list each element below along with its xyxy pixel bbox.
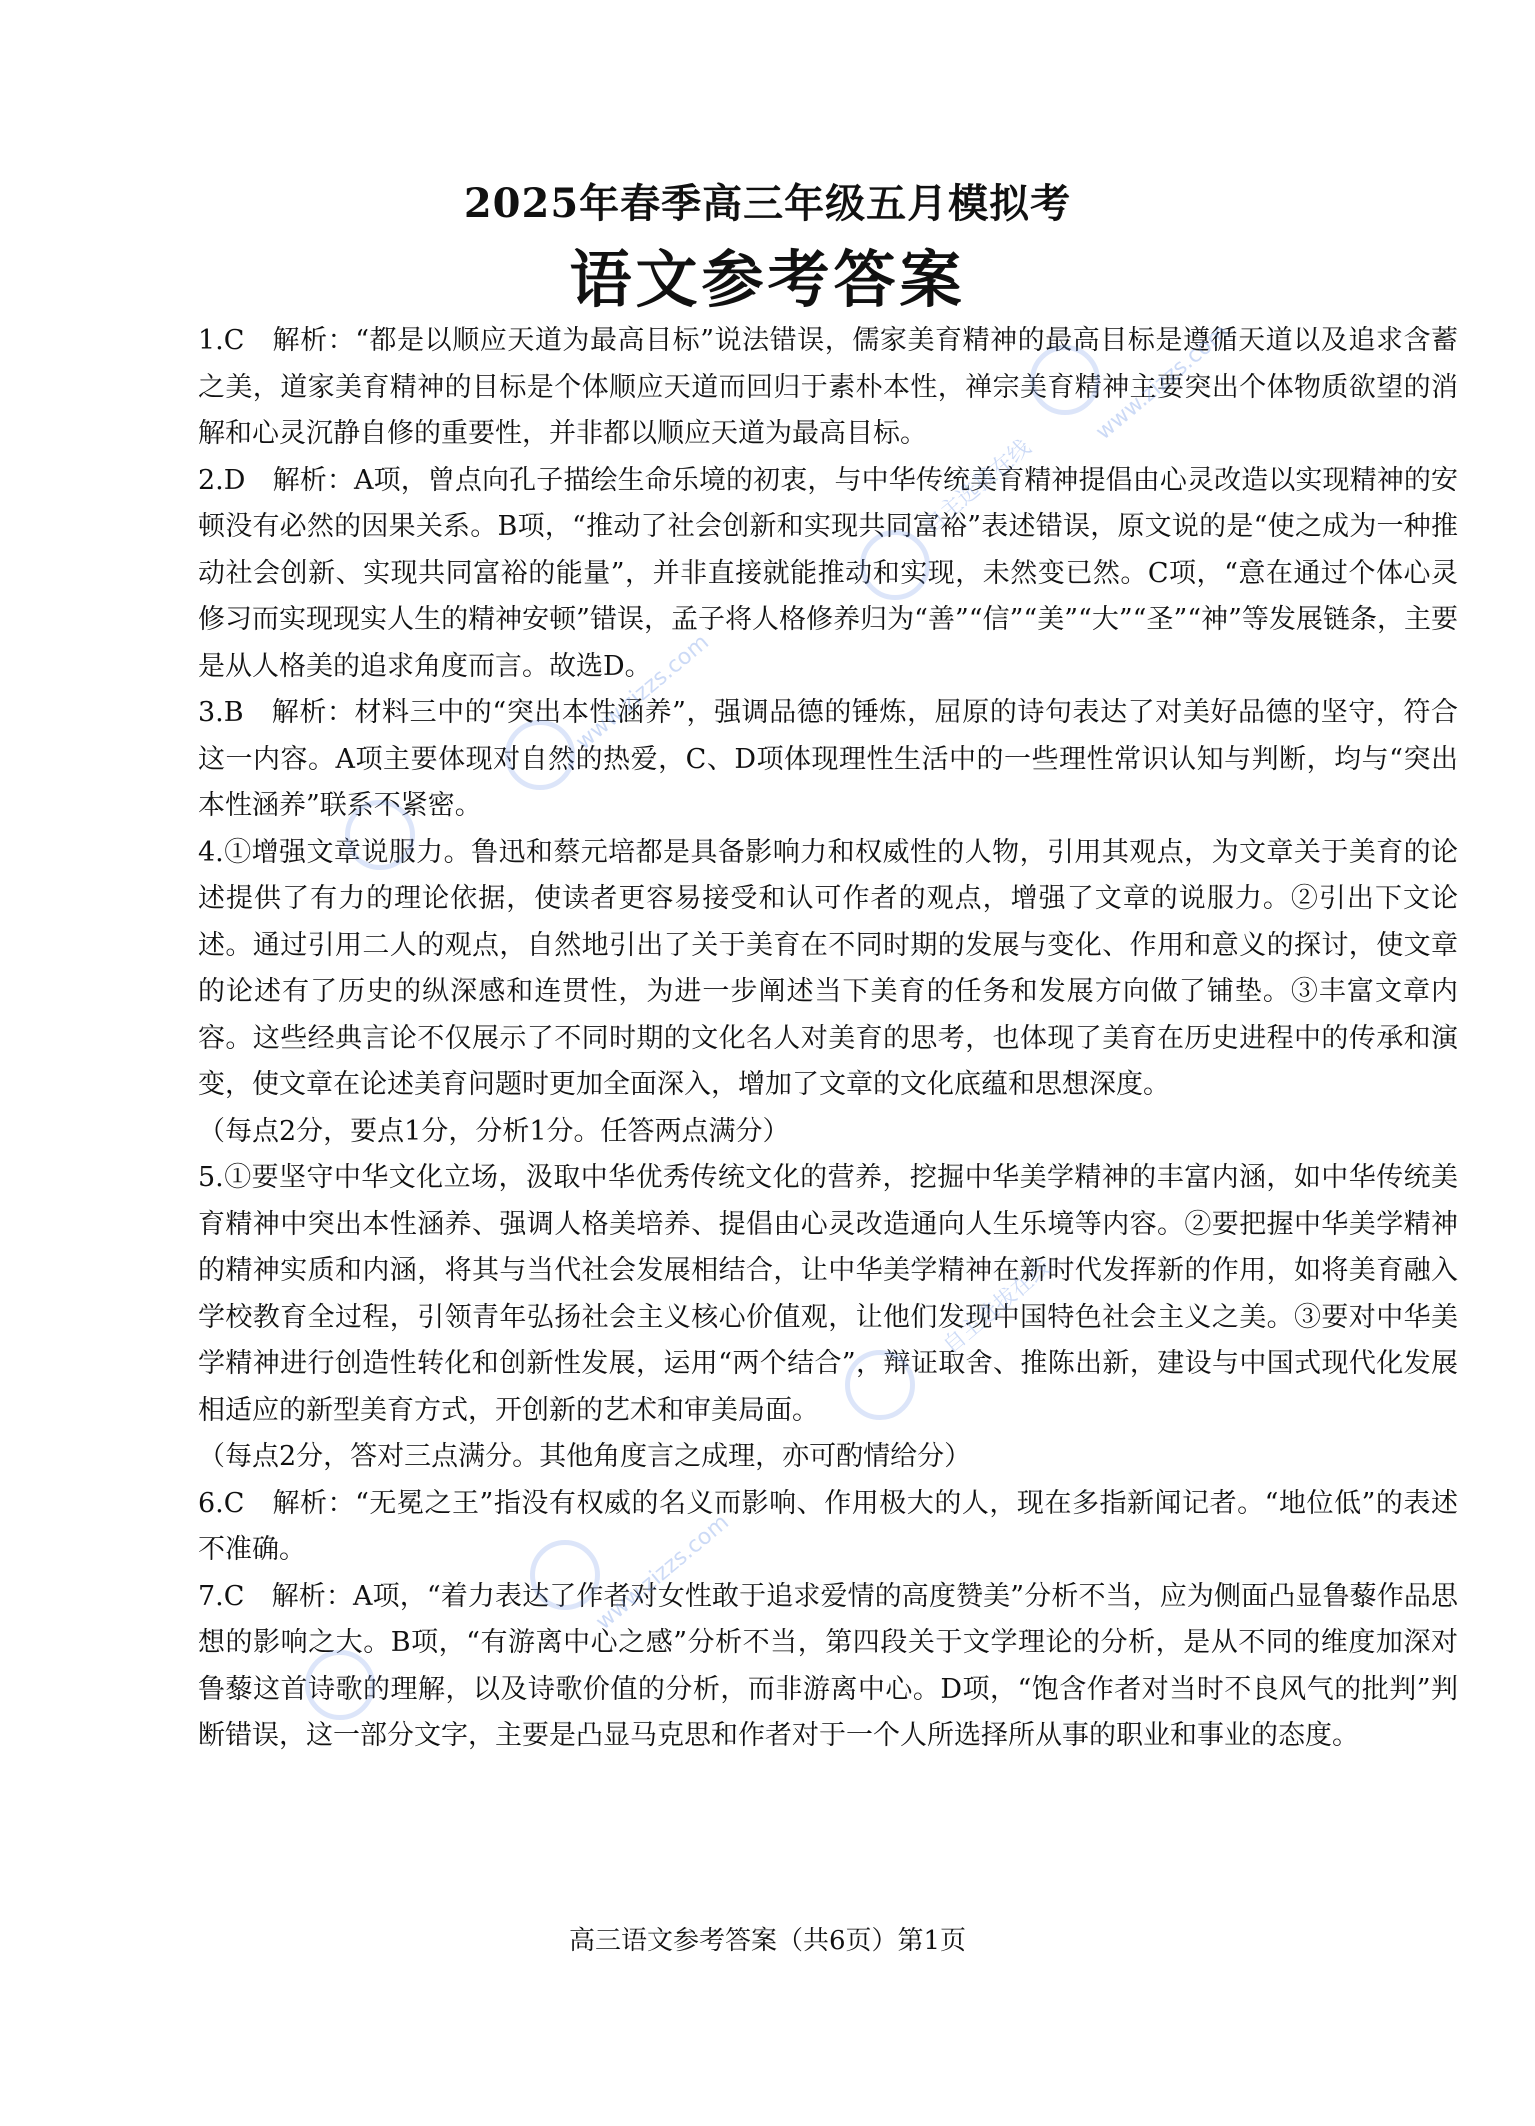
watermark-text: 自主选拔在线 [938, 1255, 1056, 1360]
watermark-seal-icon [1030, 345, 1100, 415]
scoring-note-4: （每点2分，要点1分，分析1分。任答两点满分） [198, 1115, 790, 1147]
watermark-seal-icon [860, 530, 930, 600]
answer-content [198, 318, 1458, 1760]
watermark-url: www.zizzs.com [1091, 319, 1234, 446]
watermark-seal-icon [305, 1650, 375, 1720]
answer-3: 3.B 解析：材料三中的“突出本性涵养”，强调品德的锤炼，屈原的诗句表达了对美好品德的坚守，符合这一内容。A项主要体现对自然的热爱，C、D项体现理性生活中的一些理性常识认知与判断，均与“突出本性涵养”联系不紧密。 [198, 697, 1458, 821]
watermark-text: 自主选拔在线 [918, 435, 1036, 540]
watermark-seal-icon [530, 1540, 600, 1610]
watermark-seal-icon [845, 1350, 915, 1420]
watermark-url: www.zizzs.com [591, 1509, 734, 1636]
page-title: 语文参考答案 [569, 243, 966, 316]
answer-7: 7.C 解析：A项，“着力表达了作者对女性敢于追求爱情的高度赞美”分析不当，应为侧面凸显鲁藜作品思想的影响之大。B项，“有游离中心之感”分析不当，第四段关于文学理论的分析，是从不同的维度加深对鲁藜这首诗歌的理解，以及诗歌价值的分析，而非游离中心。D项，“饱含作者对当时不良风气的批判”判断错误，这一部分文字，主要是凸显马克思和作者对于一个人所选择所从事的职业和事业的态度。 [198, 1580, 1458, 1751]
answer-5: 5.①要坚守中华文化立场，汲取中华优秀传统文化的营养，挖掘中华美学精神的丰富内涵，如中华传统美育精神中突出本性涵养、强调人格美培养、提倡由心灵改造通向人生乐境等内容。②要把握中华美学精神的精神实质和内涵，将其与当代社会发展相结合，让中华美学精神在新时代发挥新的作用，如将美育融入学校教育全过程，引领青年弘扬社会主义核心价值观，让他们发现中国特色社会主义之美。③要对中华美学精神进行创造性转化和创新性发展，运用“两个结合”，辩证取舍、推陈出新，建设与中国式现代化发展相适应的新型美育方式，开创新的艺术和审美局面。 [198, 1162, 1458, 1426]
watermark-seal-icon [345, 800, 415, 870]
scoring-note-5: （每点2分，答对三点满分。其他角度言之成理，亦可酌情给分） [198, 1441, 972, 1472]
answer-1: 1.C 解析：“都是以顺应天道为最高目标”说法错误，儒家美育精神的最高目标是遵循天道以及追求含蓄之美，道家美育精神的目标是个体顺应天道而回归于素朴本性，禅宗美育精神主要突出个体物质欲望的消解和心灵沉静自修的重要性，并非都以顺应天道为最高目标。 [198, 325, 1458, 449]
page-footer: 高三语文参考答案（共6页）第1页 [568, 1926, 967, 1956]
answer-6: 6.C 解析：“无冕之王”指没有权威的名义而影响、作用极大的人，现在多指新闻记者。“地位低”的表述不准确。 [198, 1487, 1458, 1565]
watermark-url: www.zizzs.com [571, 629, 714, 756]
watermark-seal-icon [505, 720, 575, 790]
answer-2: 2.D 解析：A项，曾点向孔子描绘生命乐境的初衷，与中华传统美育精神提倡由心灵改造以实现精神的安顿没有必然的因果关系。B项，“推动了社会创新和实现共同富裕”表述错误，原文说的是“使之成为一种推动社会创新、实现共同富裕的能量”，并非直接就能推动和实现，未然变已然。C项，“意在通过个体心灵修习而实现现实人生的精神安顿”错误，孟子将人格修养归为“善”“信”“美”“大”“圣”“神”等发展链条，主要是从人格美的追求角度而言。故选D。 [198, 464, 1458, 682]
answer-4: 4.①增强文章说服力。鲁迅和蔡元培都是具备影响力和权威性的人物，引用其观点，为文章关于美育的论述提供了有力的理论依据，使读者更容易接受和认可作者的观点，增强了文章的说服力。②引出下文论述。通过引用二人的观点，自然地引出了关于美育在不同时期的发展与变化、作用和意义的探讨，使文章的论述有了历史的纵深感和连贯性，为进一步阐述当下美育的任务和发展方向做了铺垫。③丰富文章内容。这些经典言论不仅展示了不同时期的文化名人对美育的思考，也体现了美育在历史进程中的传承和演变，使文章在论述美育问题时更加全面深入，增加了文章的文化底蕴和思想深度。 [198, 836, 1458, 1100]
exam-subtitle: 2025年春季高三年级五月模拟考 [463, 180, 1072, 227]
